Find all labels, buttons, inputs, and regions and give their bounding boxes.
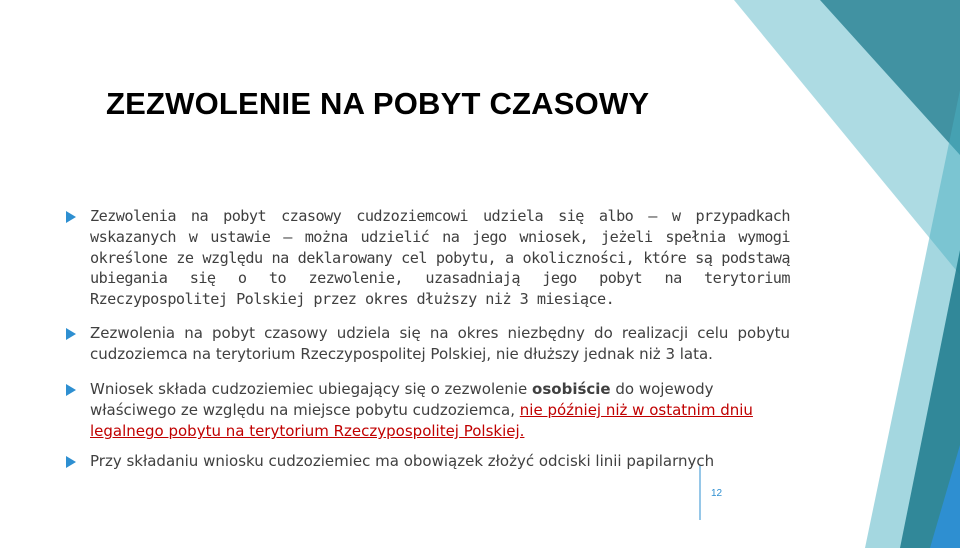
bullet-item — [66, 206, 790, 310]
bold-text: osobiście — [532, 380, 611, 398]
bullet-item — [66, 379, 790, 442]
bullet-item — [66, 451, 790, 472]
deadline-link[interactable]: nie później niż w ostatnim dniu legalnego pobytu na terytorium Rzeczypospolitej Polskiej. — [90, 401, 753, 440]
bullet-text-part: do wojewody właściwego ze względu na miejsce pobytu cudzoziemca, — [90, 380, 714, 419]
bullet-text: Zezwolenia na pobyt czasowy cudzoziemcowi udziela się albo – w przypadkach wskazanych w ustawie – można udzielić na jego wniosek, jeżeli spełnia wymogi określone ze względu na deklarowany cel pobytu, a okoliczności, które są podstawą ubiegania się o to zezwolenie, uzasadniają jego pobyt na terytorium Rzeczypospolitej Polskiej przez okres dłuższy niż 3 miesiące. — [90, 207, 790, 309]
bullet-arrow-icon — [66, 328, 76, 340]
bullet-item — [66, 323, 790, 365]
bullet-text — [90, 379, 790, 442]
bullet-arrow-icon — [66, 211, 76, 223]
bullet-arrow-icon — [66, 384, 76, 396]
slide-title: ZEZWOLENIE NA POBYT CZASOWY — [106, 86, 650, 121]
page-number: 12 — [711, 488, 723, 499]
bullet-text: Zezwolenia na pobyt czasowy udziela się na okres niezbędny do realizacji celu pobytu cudzoziemca na terytorium Rzeczypospolitej Polskiej, nie dłuższy jednak niż 3 lata. — [90, 324, 790, 363]
bullet-text-part: Wniosek składa cudzoziemiec ubiegający się o zezwolenie — [90, 380, 533, 398]
bullet-text: Przy składaniu wniosku cudzoziemiec ma obowiązek złożyć odciski linii papilarnych — [90, 452, 715, 470]
bullet-arrow-icon — [66, 456, 76, 468]
